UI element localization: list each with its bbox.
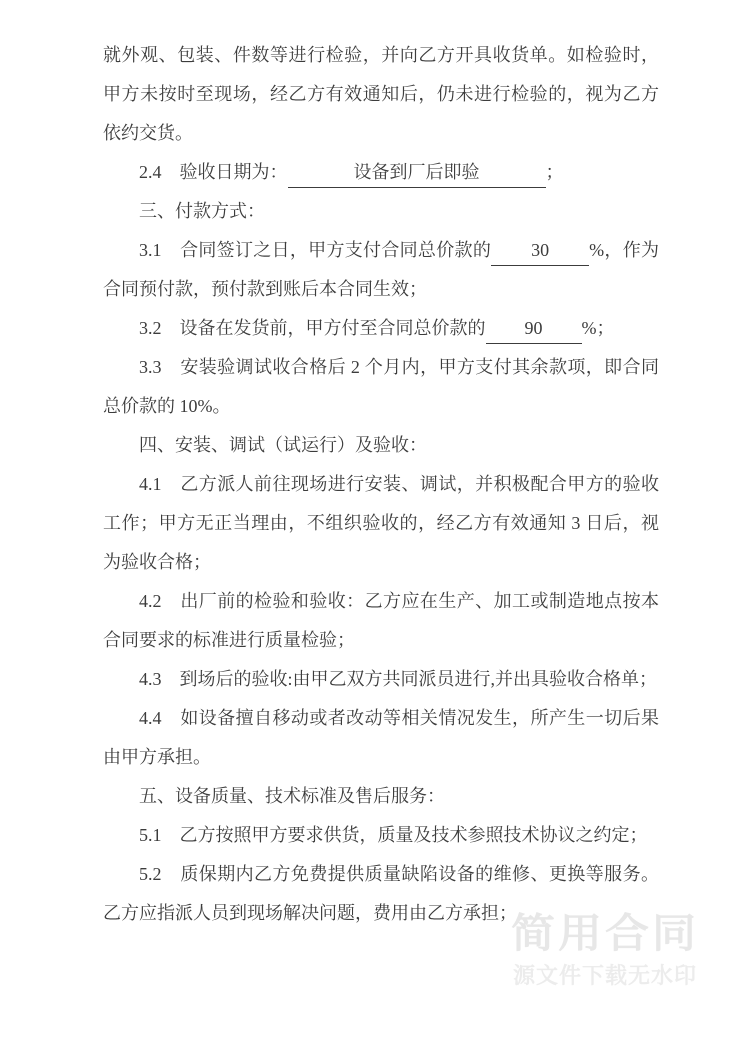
paragraph: [103, 153, 659, 192]
form-blank: 90: [486, 313, 582, 344]
text-run: 就外观、包装、件数等进行检验，并向乙方开具收货单。如检验时，甲方未按时至现场，经乙方有效通知后，仍未进行检验的，视为乙方依约交货。: [103, 45, 659, 143]
text-run: 3.1 合同签订之日，甲方支付合同总价款的: [139, 240, 492, 260]
paragraph: [103, 816, 659, 855]
text-run: 4.3 到场后的验收:由甲乙双方共同派员进行,并出具验收合格单；: [139, 669, 657, 689]
paragraph: [103, 699, 659, 777]
paragraph: [103, 660, 659, 699]
form-blank: 30: [491, 235, 589, 266]
paragraph: [103, 231, 659, 309]
text-run: 2.4 验收日期为：: [139, 162, 288, 182]
text-run: 3.2 设备在发货前，甲方付至合同总价款的: [139, 318, 486, 338]
document-body: [103, 36, 659, 933]
paragraph: [103, 192, 659, 231]
paragraph: [103, 426, 659, 465]
text-run: 五、设备质量、技术标准及售后服务：: [139, 786, 445, 806]
text-run: 4.4 如设备擅自移动或者改动等相关情况发生，所产生一切后果由甲方承担。: [103, 708, 659, 767]
paragraph: [103, 348, 659, 426]
paragraph: [103, 855, 659, 933]
text-run: 4.2 出厂前的检验和验收：乙方应在生产、加工或制造地点按本合同要求的标准进行质量检验；: [103, 591, 659, 650]
watermark-subtitle: 源文件下载无水印: [512, 963, 697, 988]
text-run: %，作为合同预付款，预付款到账后本合同生效；: [103, 240, 660, 299]
text-run: 5.2 质保期内乙方免费提供质量缺陷设备的维修、更换等服务。乙方应指派人员到现场解决问题，费用由乙方承担；: [103, 864, 659, 923]
text-run: 5.1 乙方按照甲方要求供货，质量及技术参照技术协议之约定；: [139, 825, 648, 845]
text-run: 4.1 乙方派人前往现场进行安装、调试，并积极配合甲方的验收工作；甲方无正当理由，不组织验收的，经乙方有效通知 3 日后，视为验收合格；: [103, 474, 659, 572]
paragraph: [103, 36, 659, 153]
paragraph: [103, 582, 659, 660]
watermark-title: 简用合同: [511, 911, 699, 957]
paragraph: [103, 309, 659, 348]
text-run: ；: [545, 162, 564, 182]
text-run: 四、安装、调试（试运行）及验收：: [139, 435, 427, 455]
paragraph: [103, 777, 659, 816]
form-blank: 设备到厂后即验: [288, 157, 546, 188]
text-run: 3.3 安装验调试收合格后 2 个月内，甲方支付其余款项，即合同总价款的 10%。: [103, 357, 659, 416]
text-run: %；: [581, 318, 615, 338]
paragraph: [103, 465, 659, 582]
text-run: 三、付款方式：: [139, 201, 265, 221]
